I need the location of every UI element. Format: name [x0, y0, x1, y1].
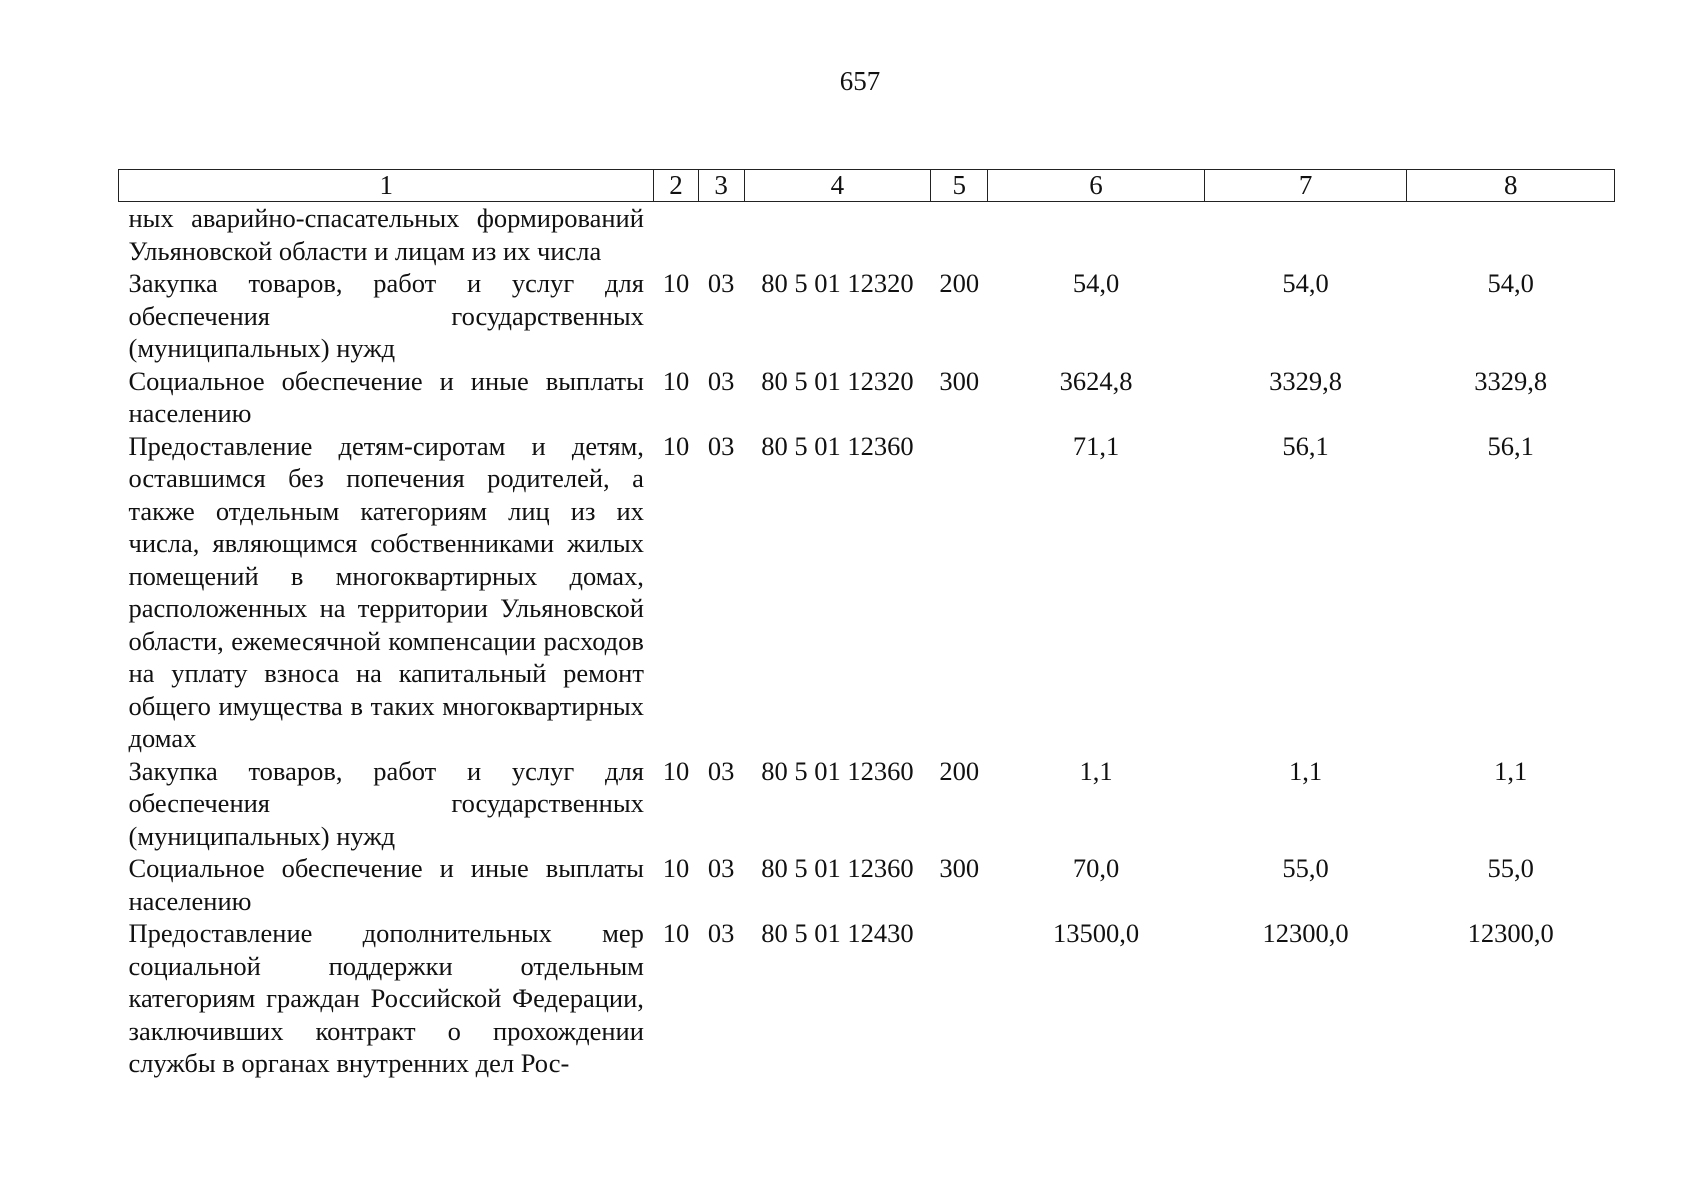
- row-amount-col6: 13500,0: [1052, 918, 1140, 948]
- header-col-3: 3: [698, 170, 744, 202]
- row-target-article: 80 5 01 12430: [761, 918, 914, 948]
- row-amount-col7: 54,0: [1282, 268, 1329, 298]
- row-amount-col7: 12300,0: [1262, 918, 1349, 948]
- row-amount-col6: 3624,8: [1059, 365, 1133, 396]
- header-col-2: 2: [654, 170, 698, 202]
- header-col-6: 6: [988, 170, 1205, 202]
- row-section: [654, 202, 698, 268]
- table-row: [119, 365, 1615, 430]
- header-col-1: 1: [119, 170, 654, 202]
- row-amount-col6: 70,0: [1072, 853, 1120, 883]
- row-expense-type: 200: [939, 755, 980, 786]
- row-target-article: 80 5 01 12360: [761, 430, 914, 461]
- row-subsection: 03: [707, 430, 735, 461]
- row-section: 10: [662, 918, 690, 948]
- row-amount-col8: 3329,8: [1474, 365, 1548, 396]
- row-subsection: [698, 202, 744, 268]
- table-row: [119, 852, 1615, 917]
- row-target-article: 80 5 01 12320: [761, 365, 914, 396]
- row-amount-col8: 1,1: [1494, 755, 1528, 786]
- row-subsection: 03: [707, 853, 735, 883]
- row-description: Социальное обеспечение и иные выплаты населению: [128, 853, 644, 916]
- table-body: [119, 202, 1615, 1080]
- header-col-8: 8: [1407, 170, 1615, 202]
- row-description: ных аварийно-спасательных формирований Ульяновской области и лицам из их числа: [128, 203, 644, 266]
- row-subsection: 03: [707, 755, 735, 786]
- row-amount-col8: 54,0: [1487, 268, 1534, 298]
- header-col-7: 7: [1204, 170, 1407, 202]
- row-expense-type: [931, 202, 988, 268]
- row-subsection: 03: [707, 268, 735, 298]
- row-subsection: 03: [707, 918, 735, 948]
- table-row: [119, 202, 1615, 268]
- row-target-article: [744, 202, 930, 268]
- row-description: Социальное обеспечение и иные выплаты населению: [128, 365, 644, 428]
- row-expense-type: [931, 430, 988, 755]
- row-amount-col6: 71,1: [1072, 430, 1120, 461]
- row-description: Предоставление детям-сиротам и детям, оставшимся без попечения родителей, а также отдельным категориям лиц из их числа, являющимся собственниками жилых помещений в многоквартирных домах, расположенных на территории Ульяновской области, ежемесячной компенсации расходов на уплату взноса на капитальный ремонт общего имущества в таких многоквартирных домах: [128, 430, 644, 753]
- row-amount-col6: 1,1: [1079, 755, 1113, 786]
- header-row: [119, 170, 1615, 202]
- row-description: Закупка товаров, работ и услуг для обеспечения государственных (муниципальных) нужд: [128, 268, 644, 363]
- row-expense-type: [931, 917, 988, 1080]
- row-amount-col8: 12300,0: [1467, 918, 1554, 948]
- row-amount-col7: 56,1: [1282, 430, 1329, 461]
- row-section: 10: [662, 430, 690, 461]
- row-section: 10: [662, 755, 690, 786]
- row-amount-col6: [988, 202, 1205, 268]
- table-row: [119, 267, 1615, 365]
- table-row: [119, 755, 1615, 853]
- header-col-5: 5: [931, 170, 988, 202]
- row-amount-col8: 55,0: [1487, 853, 1534, 883]
- row-section: 10: [662, 365, 690, 396]
- table-header: [119, 170, 1615, 202]
- row-amount-col8: [1407, 202, 1615, 268]
- page-number: 657: [839, 66, 881, 96]
- row-amount-col7: [1204, 202, 1407, 268]
- row-description: Закупка товаров, работ и услуг для обеспечения государственных (муниципальных) нужд: [128, 755, 644, 851]
- row-expense-type: 300: [939, 853, 980, 883]
- row-expense-type: 300: [939, 365, 980, 396]
- row-target-article: 80 5 01 12320: [761, 268, 914, 298]
- budget-table: [118, 169, 1615, 1080]
- row-subsection: 03: [707, 365, 735, 396]
- row-amount-col7: 3329,8: [1269, 365, 1343, 396]
- row-section: 10: [662, 268, 690, 298]
- row-section: 10: [662, 853, 690, 883]
- row-amount-col7: 55,0: [1282, 853, 1329, 883]
- row-amount-col7: 1,1: [1289, 755, 1323, 786]
- row-expense-type: 200: [939, 268, 980, 298]
- table-row: [119, 917, 1615, 1080]
- header-col-4: 4: [744, 170, 930, 202]
- row-target-article: 80 5 01 12360: [761, 755, 914, 786]
- row-target-article: 80 5 01 12360: [761, 853, 914, 883]
- table-row: [119, 430, 1615, 755]
- row-description: Предоставление дополнительных мер социальной поддержки отдельным категориям граждан Российской Федерации, заключивших контракт о прохождении службы в органах внутренних дел Рос-: [128, 918, 644, 1078]
- row-amount-col8: 56,1: [1487, 430, 1534, 461]
- row-amount-col6: 54,0: [1072, 268, 1120, 298]
